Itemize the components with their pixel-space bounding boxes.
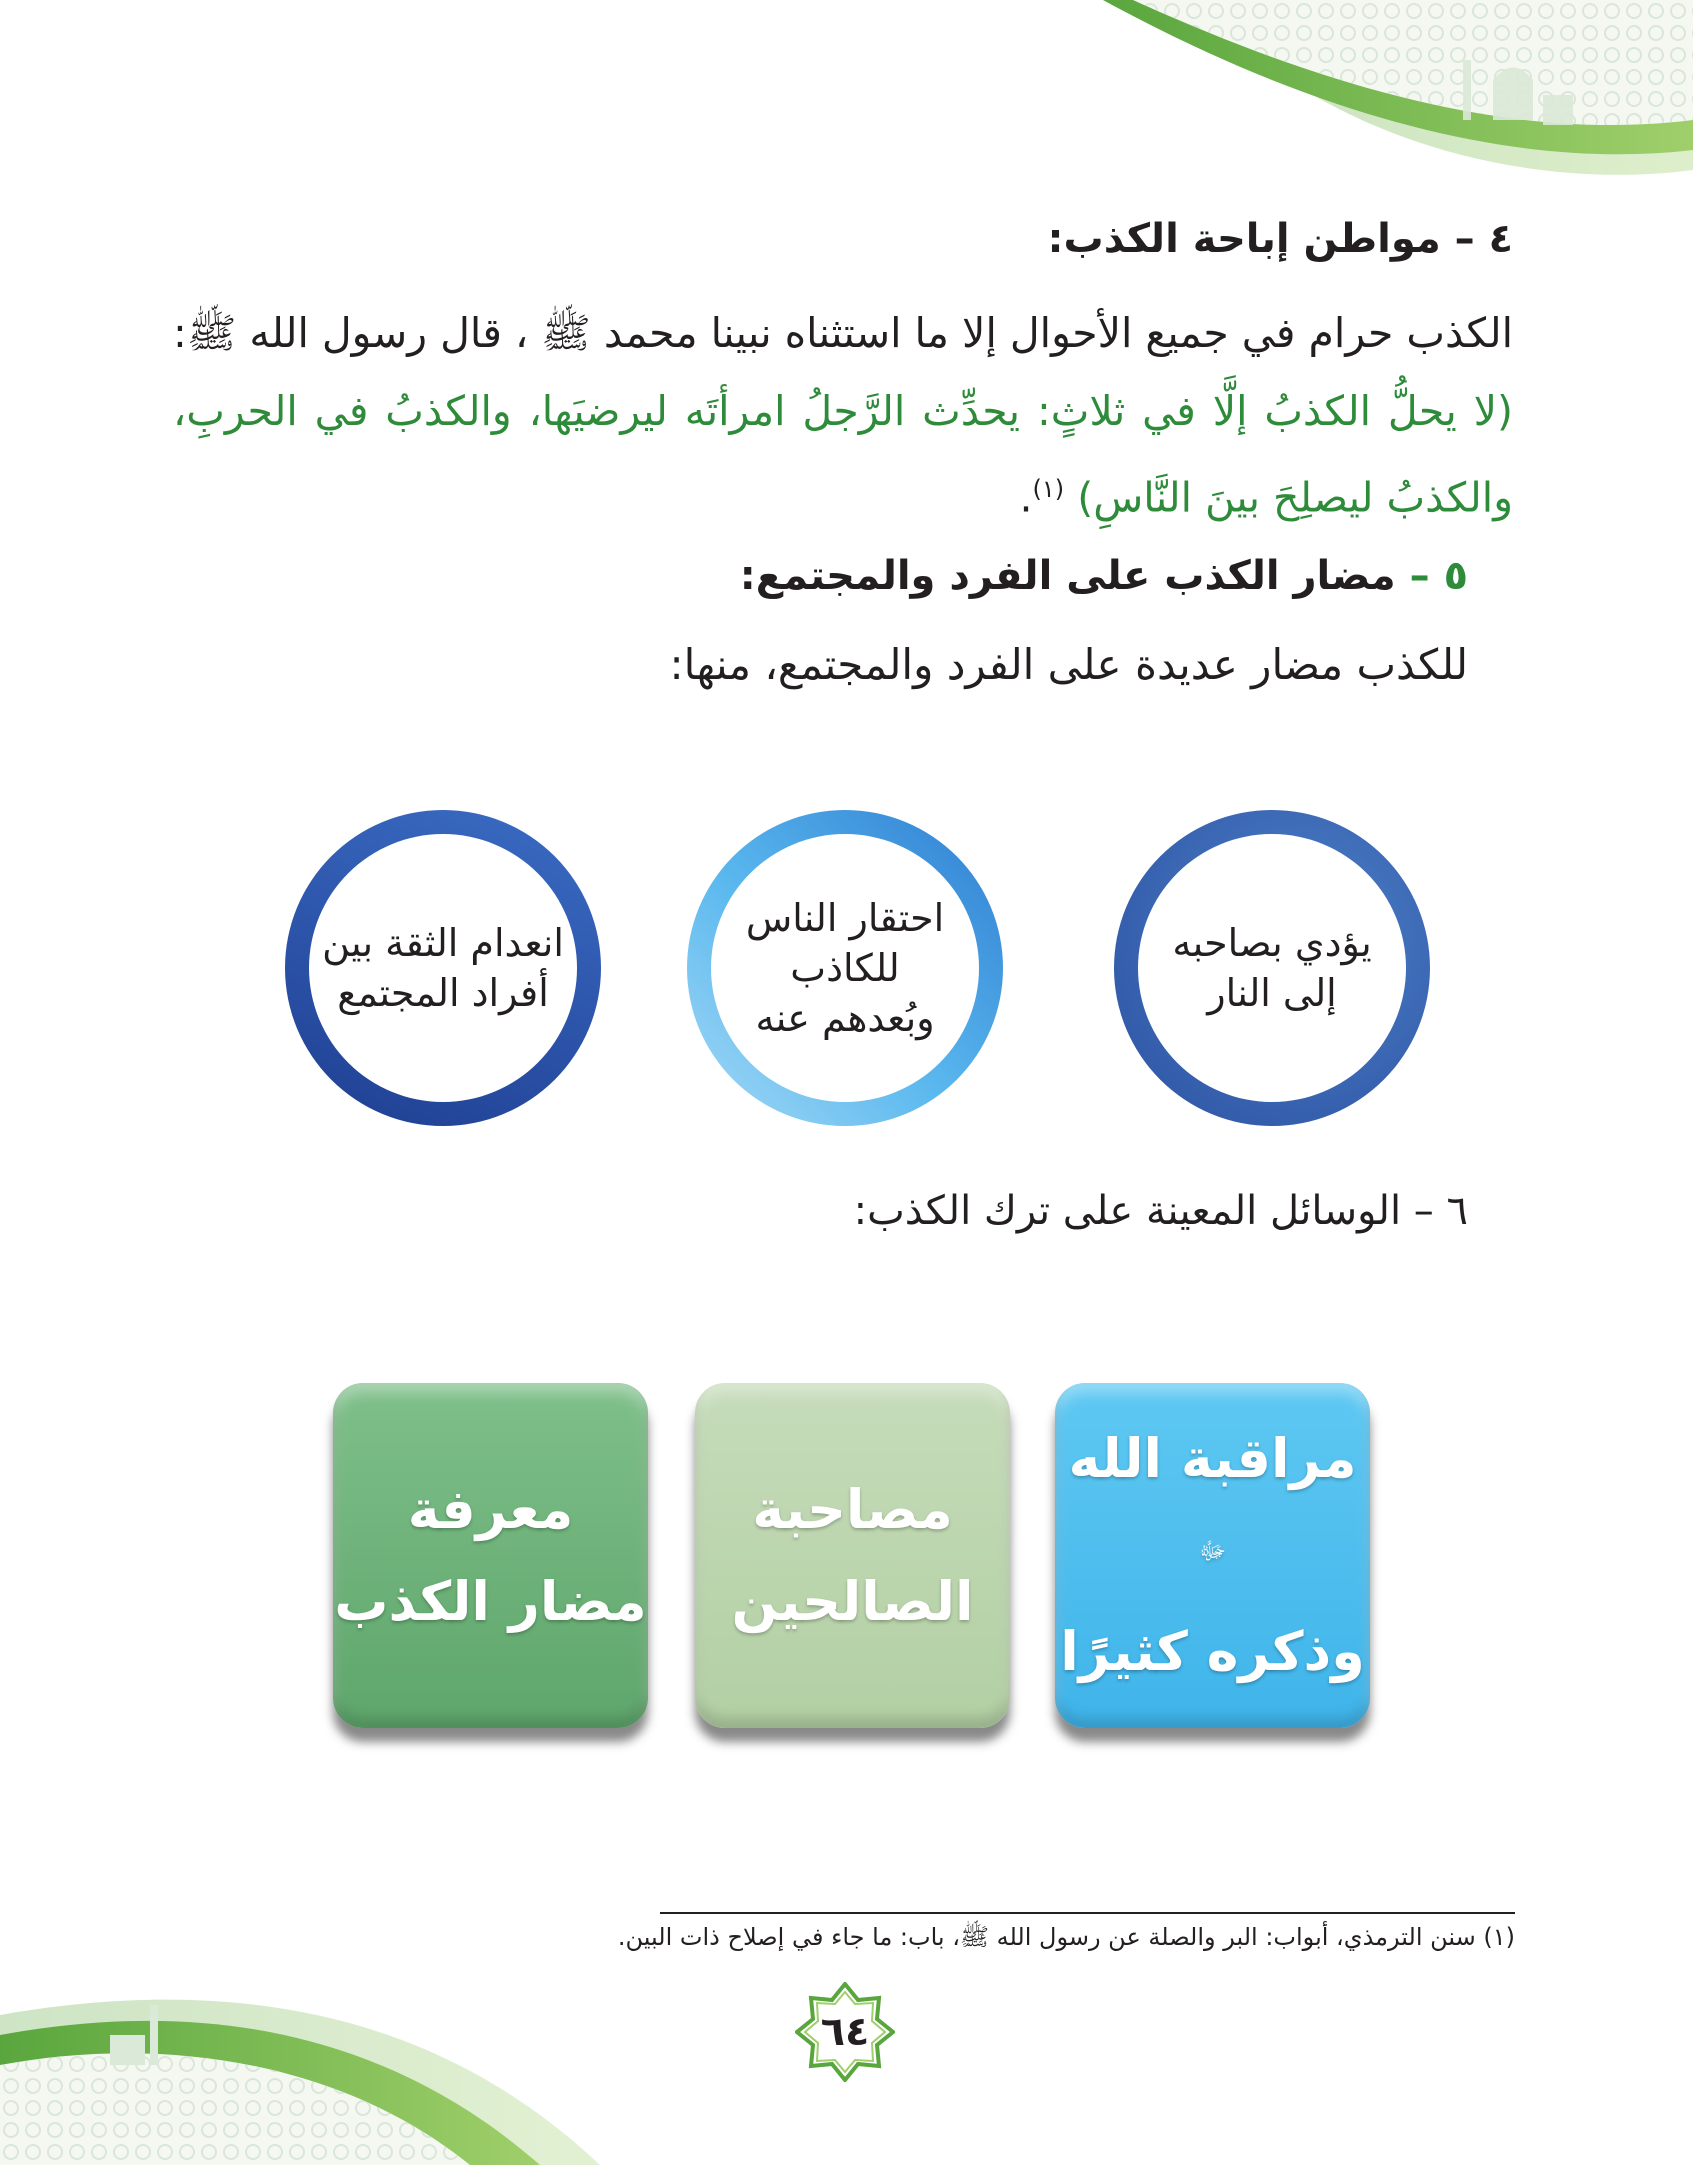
section-4-heading [1048,216,1514,262]
means-box-knowing-harms [333,1383,648,1728]
page-number-badge [795,1982,895,2082]
top-corner-decoration [1073,0,1693,190]
section-5-separator: – [1409,553,1430,599]
harm-3-line-2: أفراد المجتمع [337,971,549,1015]
section-6-heading [854,1188,1468,1234]
means-2-line-1: مصاحبة [752,1477,953,1541]
section-5-heading [740,553,1468,599]
section-4-number: ٤ [1488,216,1513,262]
page-number: ٦٤ [820,2009,870,2055]
hadith-quote: (لا يحلُّ الكذبُ إلَّا في ثلاثٍ: يحدِّث الرَّجلُ امرأتَه ليرضيَها، والكذبُ في الحربِ، والكذبُ ليصلِحَ بينَ النَّاسِ) [173,387,1513,522]
harm-2-line-3: وبُعدهم عنه [755,996,935,1040]
harm-circle-distrust [285,810,601,1126]
harm-circle-contempt [687,810,1003,1126]
section-6-number: ٦ [1446,1188,1468,1234]
footnote-reference[interactable]: (١) [1032,475,1065,503]
section-4-title: مواطن إباحة الكذب: [1047,216,1441,262]
means-2-line-2: الصالحين [731,1569,974,1633]
paragraph-end: . [1019,473,1033,522]
section-6-title: الوسائل المعينة على ترك الكذب: [853,1188,1402,1234]
harm-3-line-1: انعدام الثقة بين [322,921,564,965]
lying-exception-paragraph [173,294,1513,537]
section-5-number: ٥ [1443,553,1468,599]
footnote-text: (١) سنن الترمذي، أبواب: البر والصلة عن رسول الله ﷺ، باب: ما جاء في إصلاح ذات البين. [617,1923,1515,1951]
means-3-line-2: مضار الكذب [334,1569,647,1633]
harms-intro: للكذب مضار عديدة على الفرد والمجتمع، منها: [669,640,1468,689]
section-4-separator: – [1454,216,1475,262]
means-box-god-consciousness [1055,1383,1370,1728]
paragraph-text: الكذب حرام في جميع الأحوال إلا ما استثناه نبينا محمد ﷺ ، قال رسول الله ﷺ: [173,309,1513,357]
harm-1-line-1: يؤدي بصاحبه [1172,921,1372,965]
means-1-line-2: وذكره كثيرًا [1060,1620,1365,1683]
harm-circle-fire [1114,810,1430,1126]
section-6-separator: – [1413,1188,1434,1234]
harm-1-line-2: إلى النار [1207,971,1337,1015]
means-1-line-1: مراقبة الله $^ﷻ$ [1068,1427,1357,1565]
harm-2-line-2: للكاذب [790,946,900,990]
harm-2-line-1: احتقار الناس [745,896,945,940]
means-3-line-1: معرفة [407,1477,574,1541]
bottom-corner-decoration [0,1965,600,2165]
footnote-divider [660,1912,1515,1914]
honorific-glyph: ﷻ [1198,1537,1227,1565]
means-box-good-company [695,1383,1010,1728]
section-5-title: مضار الكذب على الفرد والمجتمع: [739,553,1396,599]
